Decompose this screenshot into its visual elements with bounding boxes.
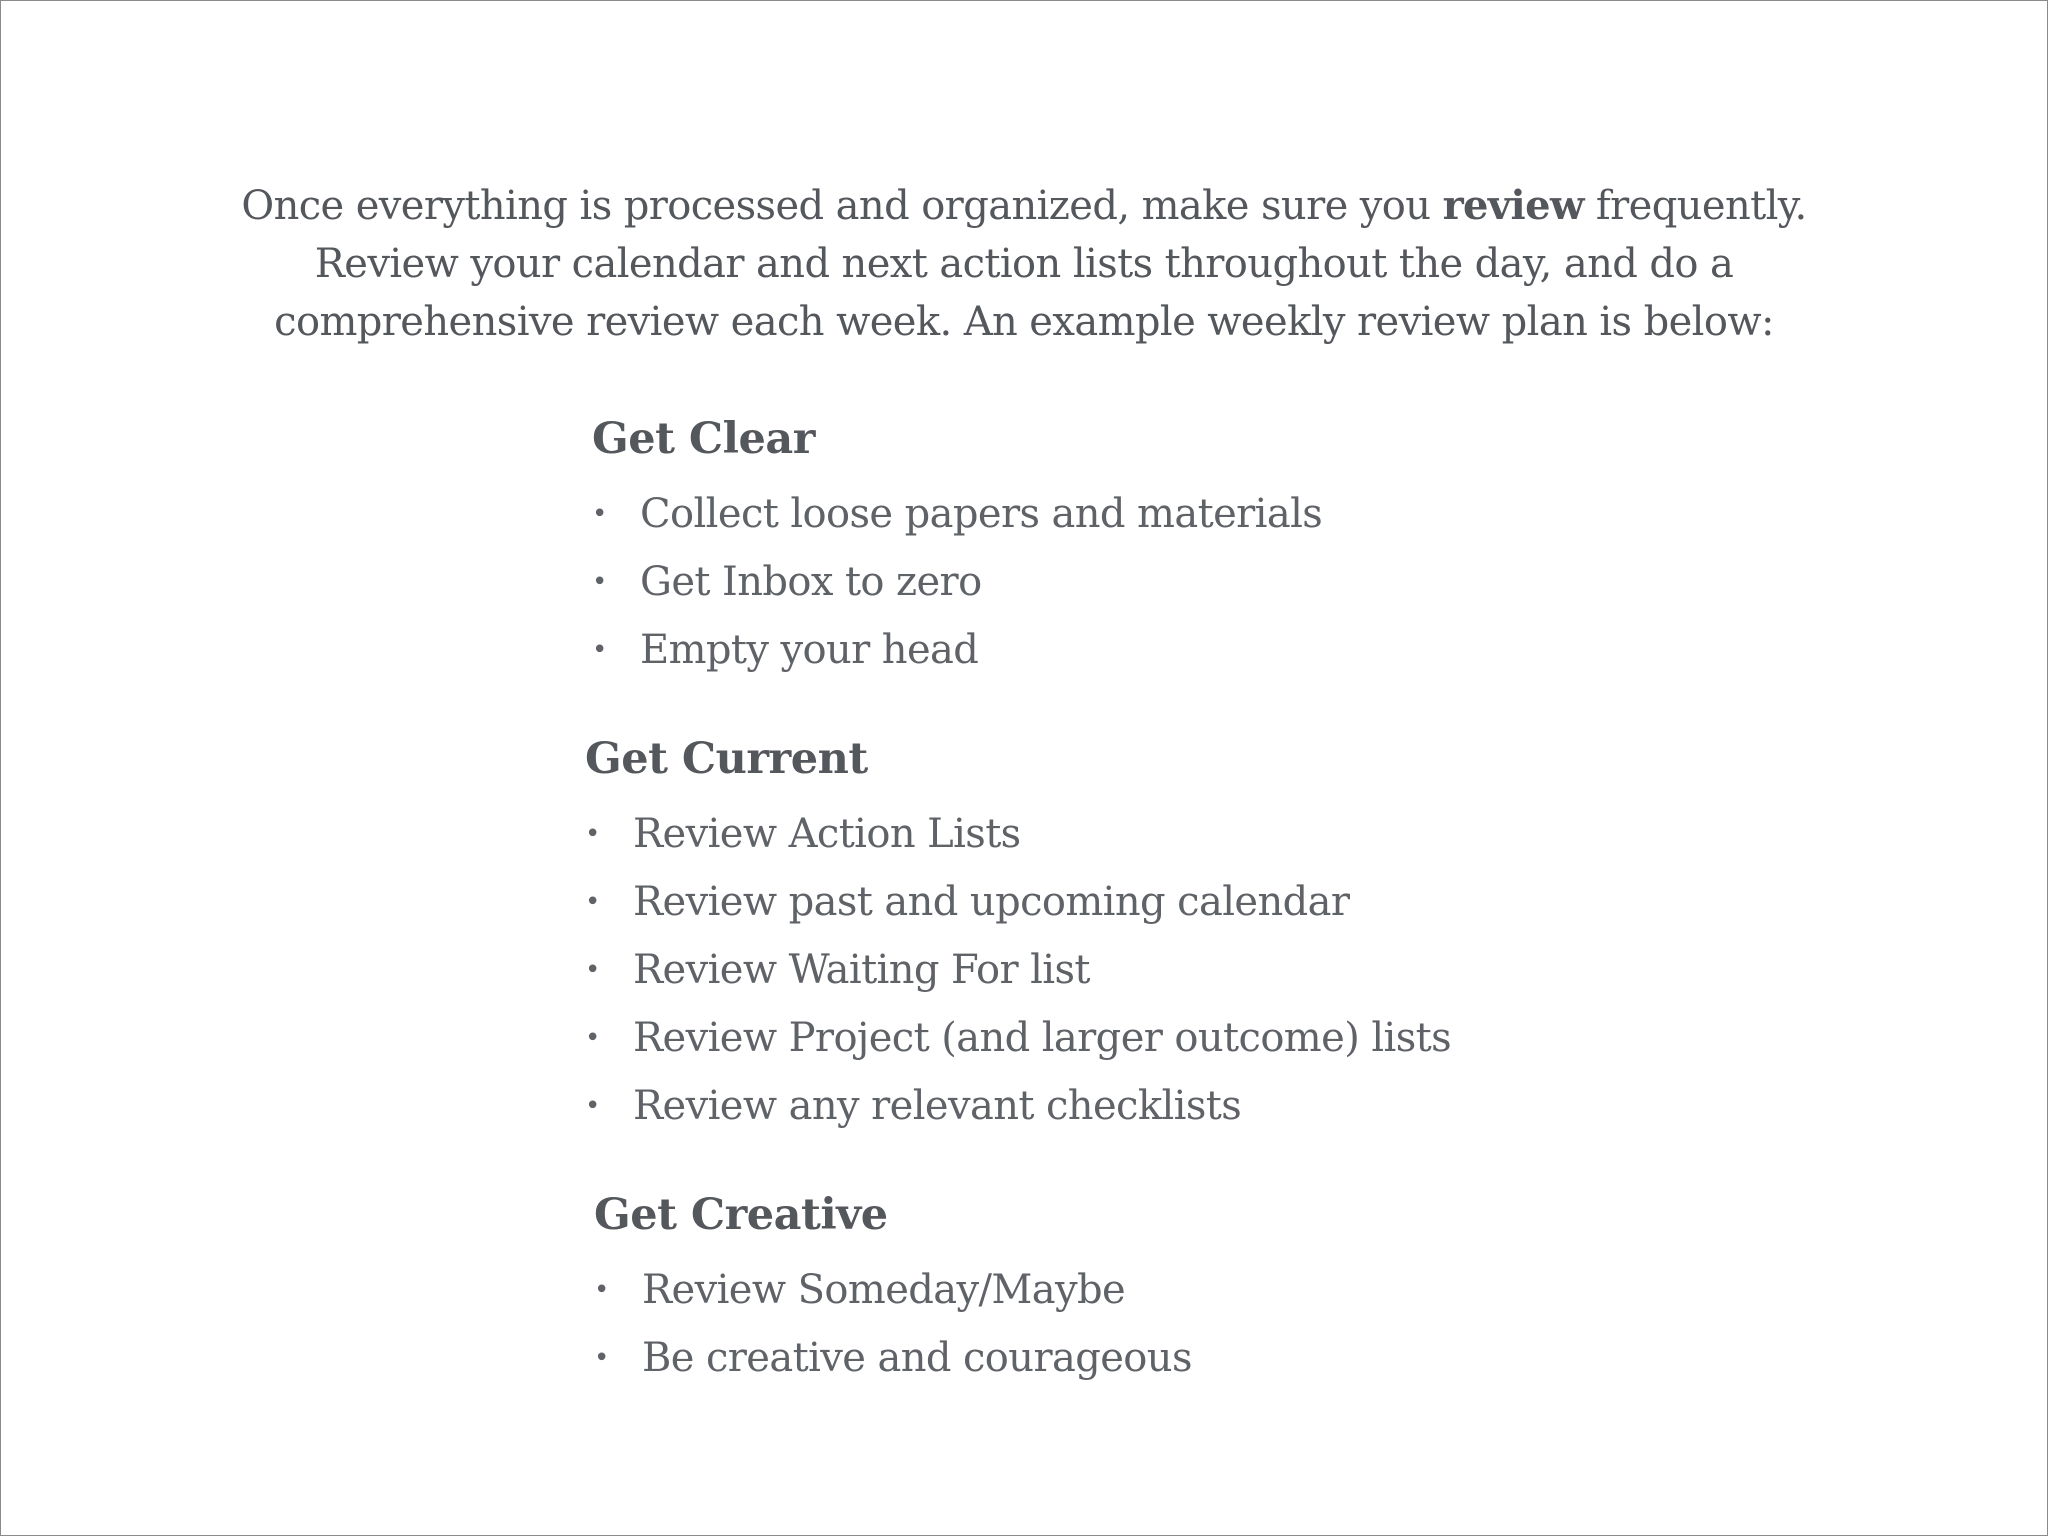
intro-paragraph [120,177,1928,351]
list-item [585,1072,1451,1140]
bullet-list [594,1256,1192,1392]
list-item [592,548,1322,616]
bullet-icon: • [594,1275,609,1305]
section-get-clear [592,410,1322,684]
intro-emphasis-review: review [1442,182,1584,229]
intro-line-1-start: Once everything is processed and organized, make sure you [241,183,1443,229]
intro-line-2: Review your calendar and next action lists throughout the day, and do a [314,241,1734,287]
list-item-text: Collect loose papers and materials [640,491,1323,537]
bullet-list [585,800,1451,1140]
bullet-icon: • [592,499,607,529]
bullet-icon: • [585,819,600,849]
section-get-creative [594,1186,1192,1392]
bullet-icon: • [592,567,607,597]
list-item-text: Review past and upcoming calendar [633,879,1350,925]
section-get-current [585,730,1451,1140]
list-item-text: Review any relevant checklists [633,1083,1242,1129]
list-item-text: Review Action Lists [633,811,1021,857]
section-heading: Get Current [585,734,868,784]
bullet-icon: • [585,1091,600,1121]
intro-line-3: comprehensive review each week. An example weekly review plan is below: [274,299,1774,345]
list-item-text: Get Inbox to zero [640,559,982,605]
intro-line-1 [120,177,1928,235]
list-item [585,800,1451,868]
bullet-icon: • [594,1343,609,1373]
list-item-text: Review Someday/Maybe [642,1267,1126,1313]
intro-line-1-end: frequently. [1583,183,1807,229]
section-heading: Get Clear [592,414,815,464]
section-heading: Get Creative [594,1190,888,1240]
list-item-text: Be creative and courageous [642,1335,1192,1381]
list-item [592,616,1322,684]
list-item-text: Review Waiting For list [633,947,1090,993]
list-item [594,1256,1192,1324]
bullet-icon: • [585,1023,600,1053]
bullet-list [592,480,1322,684]
list-item [594,1324,1192,1392]
bullet-icon: • [585,887,600,917]
list-item [585,868,1451,936]
bullet-icon: • [592,635,607,665]
list-item-text: Empty your head [640,627,979,673]
list-item [585,936,1451,1004]
bullet-icon: • [585,955,600,985]
list-item [585,1004,1451,1072]
list-item [592,480,1322,548]
list-item-text: Review Project (and larger outcome) lists [633,1015,1452,1061]
